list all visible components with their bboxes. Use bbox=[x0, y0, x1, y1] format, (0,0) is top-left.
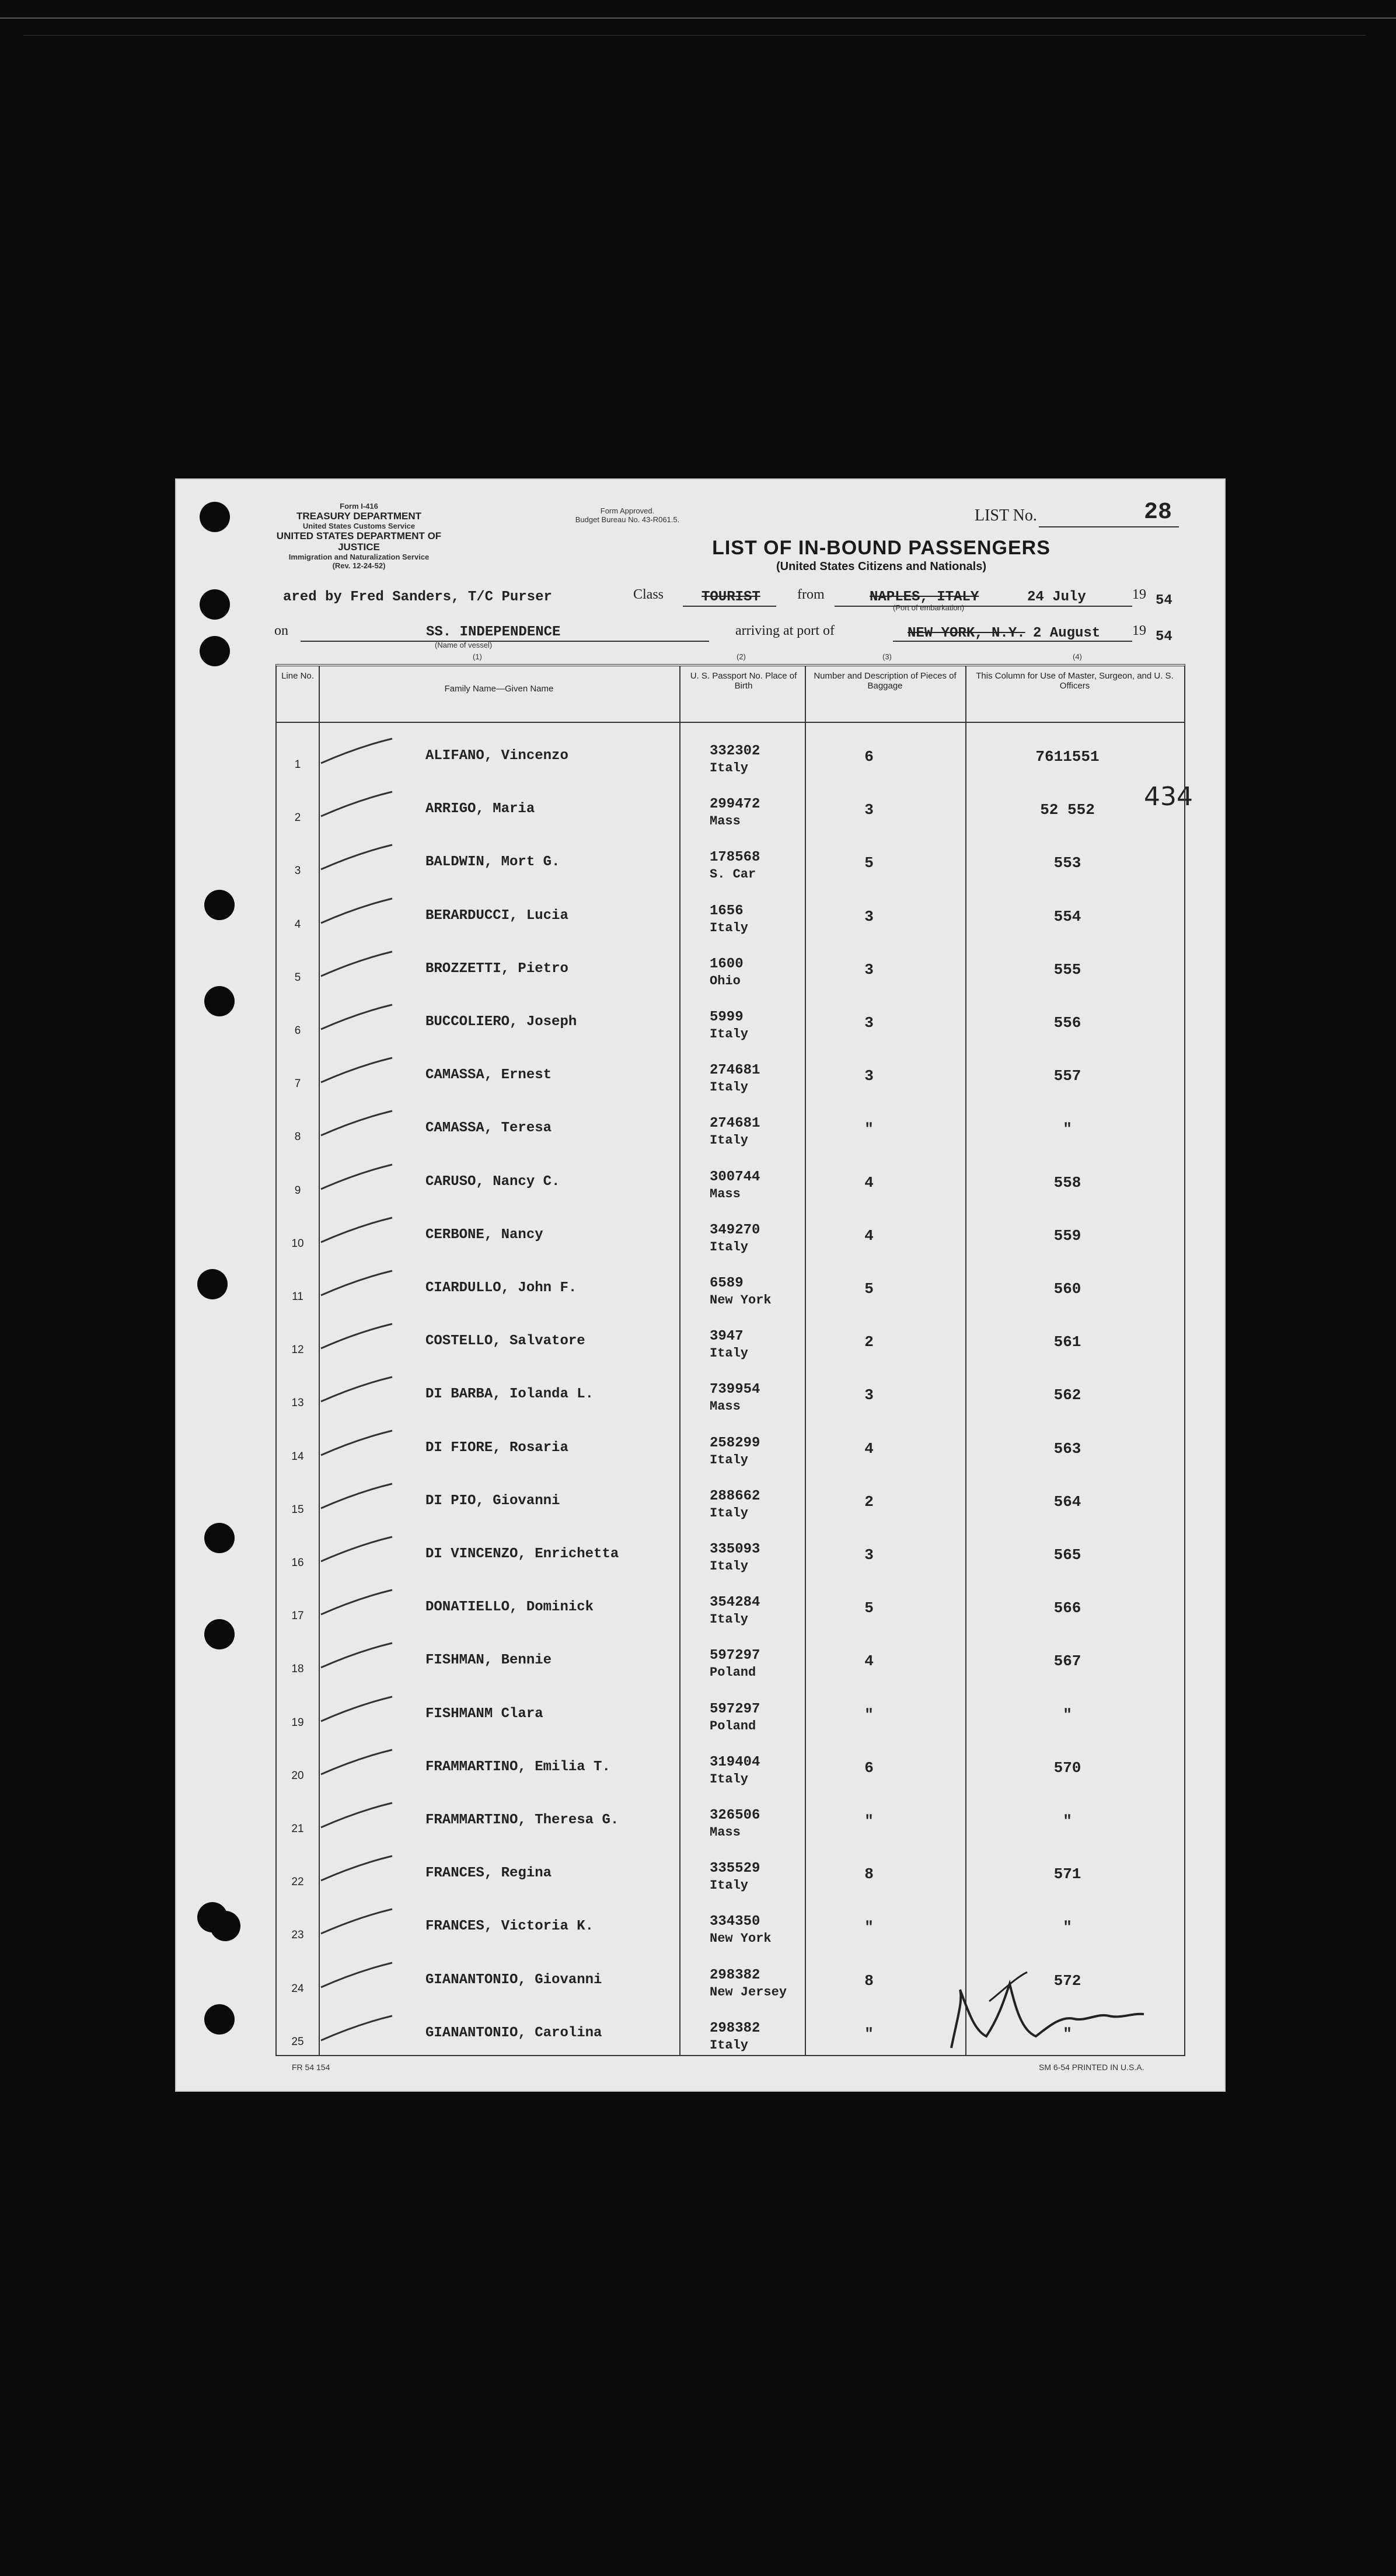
passenger-name: BALDWIN, Mort G. bbox=[425, 854, 560, 871]
justice-dept: UNITED STATES DEPARTMENT OF JUSTICE bbox=[276, 530, 442, 553]
passenger-name: CERBONE, Nancy bbox=[425, 1226, 543, 1243]
place-of-birth: Italy bbox=[710, 2037, 749, 2053]
passenger-name: DI FIORE, Rosaria bbox=[425, 1439, 568, 1456]
officer-entry: 570 bbox=[1053, 1759, 1081, 1777]
table-row bbox=[277, 1097, 1184, 1151]
table-row bbox=[277, 1363, 1184, 1417]
passport-number: 274681 bbox=[710, 1116, 760, 1132]
passenger-name: COSTELLO, Salvatore bbox=[425, 1333, 585, 1350]
form-header-block bbox=[274, 502, 444, 570]
passenger-name: FRAMMARTINO, Theresa G. bbox=[425, 1812, 619, 1828]
baggage-count: 6 bbox=[864, 748, 874, 766]
check-mark bbox=[319, 1322, 395, 1351]
check-mark bbox=[319, 1162, 395, 1191]
arrival-underline bbox=[893, 641, 1132, 642]
footer-left: FR 54 154 bbox=[292, 2063, 330, 2072]
table-row bbox=[277, 1576, 1184, 1630]
officer-entry: 554 bbox=[1053, 907, 1081, 925]
line-number: 14 bbox=[291, 1450, 304, 1463]
check-mark bbox=[319, 1481, 395, 1511]
baggage-count: 3 bbox=[864, 1067, 874, 1085]
baggage-count: 3 bbox=[864, 801, 874, 819]
passport-number: 354284 bbox=[710, 1595, 760, 1611]
officer-entry: 567 bbox=[1053, 1652, 1081, 1670]
place-of-birth: Italy bbox=[710, 1559, 749, 1574]
line-number: 15 bbox=[291, 1503, 304, 1516]
passenger-name: ARRIGO, Maria bbox=[425, 801, 535, 817]
table-row bbox=[277, 1044, 1184, 1097]
passport-number: 3947 bbox=[710, 1329, 744, 1345]
line-number: 18 bbox=[291, 1663, 304, 1676]
place-of-birth: Italy bbox=[710, 1505, 749, 1521]
line-number: 23 bbox=[291, 1929, 304, 1942]
year-value-2: 54 bbox=[1156, 629, 1172, 645]
customs-service: United States Customs Service bbox=[302, 522, 416, 530]
check-mark bbox=[319, 1428, 395, 1457]
baggage-count: 3 bbox=[864, 1546, 874, 1564]
passport-number: 258299 bbox=[710, 1435, 760, 1451]
line-number: 4 bbox=[294, 918, 301, 931]
from-underline bbox=[835, 606, 1132, 607]
place-of-birth: Italy bbox=[710, 1612, 749, 1627]
baggage-count: 3 bbox=[864, 907, 874, 925]
prepared-by: ared by Fred Sanders, T/C Purser bbox=[283, 589, 552, 605]
passenger-name: GIANANTONIO, Giovanni bbox=[425, 1972, 602, 1988]
arrival-date: 2 August bbox=[1033, 625, 1101, 641]
baggage-count: " bbox=[864, 2025, 874, 2043]
passenger-name: FRAMMARTINO, Emilia T. bbox=[425, 1759, 610, 1775]
place-of-birth: Italy bbox=[710, 1133, 749, 1148]
check-mark bbox=[319, 1641, 395, 1670]
officer-entry: " bbox=[1063, 1812, 1072, 1830]
list-no-label: LIST No. bbox=[975, 506, 1037, 525]
signature bbox=[934, 1966, 1156, 2060]
line-number: 13 bbox=[291, 1397, 304, 1410]
baggage-count: " bbox=[864, 1705, 874, 1724]
place-of-birth: Mass bbox=[710, 1186, 741, 1201]
check-mark bbox=[319, 1268, 395, 1298]
passport-number: 319404 bbox=[710, 1754, 760, 1770]
on-label: on bbox=[274, 623, 288, 638]
officer-entry: 558 bbox=[1053, 1173, 1081, 1191]
film-edge-line-2 bbox=[23, 35, 1366, 36]
budget-bureau: Budget Bureau No. 43-R061.5. bbox=[575, 515, 680, 524]
place-of-birth: Ohio bbox=[710, 973, 741, 988]
passenger-name: CIARDULLO, John F. bbox=[425, 1280, 577, 1296]
passport-number: 332302 bbox=[710, 743, 760, 759]
col-header-officers: This Column for Use of Master, Surgeon, and U. S. Officers bbox=[976, 671, 1174, 691]
table-row bbox=[277, 885, 1184, 938]
place-of-birth: Italy bbox=[710, 920, 749, 935]
form-number: Form I-416 bbox=[340, 502, 378, 511]
line-number: 25 bbox=[291, 2035, 304, 2048]
place-of-birth: Italy bbox=[710, 1452, 749, 1467]
passport-number: 1656 bbox=[710, 903, 744, 919]
port-embark-note: (Port of embarkation) bbox=[893, 603, 965, 612]
table-row bbox=[277, 1842, 1184, 1896]
table-row bbox=[277, 725, 1184, 778]
manifest-page bbox=[175, 478, 1226, 2092]
passport-number: 334350 bbox=[710, 1914, 760, 1930]
passport-number: 1600 bbox=[710, 956, 744, 972]
officer-entry: 563 bbox=[1053, 1439, 1081, 1457]
line-number: 22 bbox=[291, 1876, 304, 1889]
punch-hole bbox=[204, 890, 235, 920]
place-of-birth: Italy bbox=[710, 761, 749, 775]
baggage-count: 6 bbox=[864, 1759, 874, 1777]
place-of-birth: New York bbox=[710, 1931, 772, 1946]
passenger-name: BROZZETTI, Pietro bbox=[425, 960, 568, 977]
line-number: 6 bbox=[294, 1025, 301, 1037]
officer-entry: 555 bbox=[1053, 960, 1081, 978]
check-mark bbox=[319, 1588, 395, 1617]
passport-number: 597297 bbox=[710, 1701, 760, 1717]
line-number: 2 bbox=[294, 812, 301, 824]
table-row bbox=[277, 1736, 1184, 1789]
baggage-count: 3 bbox=[864, 960, 874, 978]
check-mark bbox=[319, 1747, 395, 1777]
passenger-name: DI PIO, Giovanni bbox=[425, 1493, 560, 1509]
officer-entry: 556 bbox=[1053, 1014, 1081, 1032]
table-row bbox=[277, 778, 1184, 831]
check-mark bbox=[319, 1854, 395, 1883]
officer-entry: 7611551 bbox=[1035, 748, 1100, 766]
passenger-name: DI VINCENZO, Enrichetta bbox=[425, 1546, 619, 1562]
check-mark bbox=[319, 1907, 395, 1936]
officer-entry: 560 bbox=[1053, 1280, 1081, 1298]
punch-hole bbox=[204, 1619, 235, 1649]
passport-number: 298382 bbox=[710, 2020, 760, 2036]
passenger-name: FRANCES, Regina bbox=[425, 1865, 552, 1882]
passport-number: 6589 bbox=[710, 1275, 744, 1291]
passenger-name: DI BARBA, Iolanda L. bbox=[425, 1386, 594, 1403]
class-label: Class bbox=[633, 587, 664, 602]
line-number: 8 bbox=[294, 1131, 301, 1144]
form-title: LIST OF IN-BOUND PASSENGERS bbox=[712, 537, 1051, 559]
officer-entry: 52 552 bbox=[1040, 801, 1095, 819]
punch-hole bbox=[204, 986, 235, 1016]
check-mark bbox=[319, 1055, 395, 1085]
passport-number: 299472 bbox=[710, 796, 760, 813]
check-mark bbox=[319, 1002, 395, 1032]
baggage-count: 4 bbox=[864, 1652, 874, 1670]
year-label-2: 19 bbox=[1132, 623, 1146, 638]
passport-number: 178568 bbox=[710, 850, 760, 866]
check-mark bbox=[319, 896, 395, 925]
place-of-birth: Poland bbox=[710, 1718, 756, 1733]
baggage-count: 2 bbox=[864, 1493, 874, 1511]
table-row bbox=[277, 938, 1184, 991]
officer-entry: " bbox=[1063, 2025, 1072, 2043]
baggage-count: 2 bbox=[864, 1333, 874, 1351]
line-number: 3 bbox=[294, 865, 301, 878]
officer-entry: 566 bbox=[1053, 1599, 1081, 1617]
table-row bbox=[277, 991, 1184, 1044]
passport-number: 298382 bbox=[710, 1967, 760, 1983]
line-number: 19 bbox=[291, 1716, 304, 1729]
header-rule bbox=[277, 722, 1184, 723]
table-row bbox=[277, 1470, 1184, 1523]
passenger-name: FISHMAN, Bennie bbox=[425, 1652, 552, 1669]
place-of-birth: Italy bbox=[710, 1239, 749, 1254]
passenger-name: BUCCOLIERO, Joseph bbox=[425, 1014, 577, 1030]
check-mark bbox=[319, 1215, 395, 1245]
officer-entry: " bbox=[1063, 1918, 1072, 1937]
passenger-name: CAMASSA, Ernest bbox=[425, 1067, 552, 1083]
line-number: 12 bbox=[291, 1344, 304, 1357]
place-of-birth: Italy bbox=[710, 1878, 749, 1893]
officer-entry: 557 bbox=[1053, 1067, 1081, 1085]
punch-hole bbox=[210, 1911, 240, 1941]
approval-block bbox=[554, 506, 700, 524]
place-of-birth: Poland bbox=[710, 1665, 756, 1680]
officer-entry: " bbox=[1063, 1120, 1072, 1138]
officer-entry: 571 bbox=[1053, 1865, 1081, 1883]
passport-number: 335093 bbox=[710, 1542, 760, 1557]
baggage-count: 4 bbox=[864, 1226, 874, 1245]
place-of-birth: Italy bbox=[710, 1771, 749, 1787]
passenger-table bbox=[275, 664, 1185, 2056]
class-underline bbox=[683, 606, 776, 607]
line-number: 9 bbox=[294, 1184, 301, 1197]
passport-number: 326506 bbox=[710, 1808, 760, 1823]
revision: (Rev. 12-24-52) bbox=[332, 561, 386, 570]
line-number: 21 bbox=[291, 1823, 304, 1835]
line-number: 11 bbox=[292, 1291, 303, 1303]
passport-number: 274681 bbox=[710, 1062, 760, 1079]
passenger-name: CAMASSA, Teresa bbox=[425, 1120, 552, 1137]
check-mark bbox=[319, 736, 395, 766]
check-mark bbox=[319, 949, 395, 978]
passport-number: 5999 bbox=[710, 1009, 744, 1025]
passenger-name: ALIFANO, Vincenzo bbox=[425, 748, 568, 764]
officer-entry: 559 bbox=[1053, 1226, 1081, 1245]
col-header-baggage: Number and Description of Pieces of Baggage bbox=[814, 671, 957, 691]
place-of-birth: Mass bbox=[710, 814, 741, 829]
from-port: NAPLES, ITALY bbox=[870, 589, 979, 605]
line-number: 24 bbox=[291, 1982, 304, 1995]
passenger-name: FRANCES, Victoria K. bbox=[425, 1918, 594, 1935]
baggage-count: 5 bbox=[864, 1280, 874, 1298]
baggage-count: 5 bbox=[864, 1599, 874, 1617]
col-num-3: (3) bbox=[882, 652, 892, 661]
col-header-name: Family Name—Given Name bbox=[444, 684, 554, 694]
punch-hole bbox=[204, 2004, 235, 2035]
baggage-count: " bbox=[864, 1812, 874, 1830]
table-row bbox=[277, 1523, 1184, 1577]
officer-entry: 562 bbox=[1053, 1386, 1081, 1404]
check-mark bbox=[319, 1960, 395, 1990]
officer-entry: 564 bbox=[1053, 1493, 1081, 1511]
table-row bbox=[277, 1151, 1184, 1204]
line-number: 10 bbox=[291, 1237, 304, 1250]
place-of-birth: Italy bbox=[710, 1080, 749, 1095]
col-num-2: (2) bbox=[737, 652, 746, 661]
punch-hole bbox=[197, 1269, 228, 1299]
list-no-value: 28 bbox=[1144, 499, 1172, 526]
list-no-underline bbox=[1039, 526, 1179, 527]
passport-number: 300744 bbox=[710, 1169, 760, 1185]
class-value: TOURIST bbox=[702, 589, 760, 605]
passenger-name: CARUSO, Nancy C. bbox=[425, 1173, 560, 1190]
year-label: 19 bbox=[1132, 587, 1146, 602]
vessel-name: SS. INDEPENDENCE bbox=[426, 624, 561, 640]
year-value: 54 bbox=[1156, 593, 1172, 609]
baggage-count: 3 bbox=[864, 1386, 874, 1404]
handwritten-number: 434 bbox=[1144, 782, 1193, 812]
passenger-name: BERARDUCCI, Lucia bbox=[425, 907, 568, 924]
passenger-name: GIANANTONIO, Carolina bbox=[425, 2025, 602, 2041]
baggage-count: " bbox=[864, 1918, 874, 1937]
passport-number: 349270 bbox=[710, 1222, 760, 1238]
baggage-count: " bbox=[864, 1120, 874, 1138]
line-number: 1 bbox=[294, 759, 301, 771]
place-of-birth: New Jersey bbox=[710, 1984, 787, 2000]
table-row bbox=[277, 831, 1184, 885]
place-of-birth: New York bbox=[710, 1293, 772, 1308]
punch-hole bbox=[200, 636, 230, 666]
punch-hole bbox=[200, 502, 230, 532]
officer-entry: 561 bbox=[1053, 1333, 1081, 1351]
col-header-line: Line No. bbox=[281, 671, 314, 681]
arriving-label: arriving at port of bbox=[735, 623, 835, 638]
baggage-count: 5 bbox=[864, 854, 874, 872]
place-of-birth: Italy bbox=[710, 1027, 749, 1041]
officer-entry: 572 bbox=[1053, 1972, 1081, 1990]
passenger-name: FISHMANM Clara bbox=[425, 1705, 543, 1722]
table-row bbox=[277, 1257, 1184, 1310]
check-mark bbox=[319, 1694, 395, 1724]
table-row bbox=[277, 1895, 1184, 1949]
place-of-birth: Mass bbox=[710, 1399, 741, 1414]
baggage-count: 4 bbox=[864, 1439, 874, 1457]
line-number: 5 bbox=[294, 971, 301, 984]
table-row bbox=[277, 1417, 1184, 1470]
baggage-count: 8 bbox=[864, 1865, 874, 1883]
form-subtitle: (United States Citizens and Nationals) bbox=[776, 560, 987, 573]
table-row bbox=[277, 1683, 1184, 1736]
vessel-underline bbox=[301, 641, 709, 642]
check-mark bbox=[319, 1801, 395, 1830]
footer-right: SM 6-54 PRINTED IN U.S.A. bbox=[1039, 2063, 1144, 2072]
table-row bbox=[277, 1204, 1184, 1257]
place-of-birth: Italy bbox=[710, 1346, 749, 1361]
punch-hole bbox=[204, 1523, 235, 1553]
from-date: 24 July bbox=[1027, 589, 1086, 605]
line-number: 17 bbox=[291, 1610, 304, 1623]
check-mark bbox=[319, 843, 395, 872]
baggage-count: 4 bbox=[864, 1173, 874, 1191]
check-mark bbox=[319, 1109, 395, 1138]
line-number: 7 bbox=[294, 1078, 301, 1090]
arrival-port: NEW YORK, N.Y. bbox=[908, 625, 1025, 641]
check-mark bbox=[319, 2014, 395, 2043]
punch-hole bbox=[200, 589, 230, 620]
place-of-birth: Mass bbox=[710, 1825, 741, 1840]
line-number: 20 bbox=[291, 1769, 304, 1782]
table-row bbox=[277, 1789, 1184, 1843]
baggage-count: 8 bbox=[864, 1972, 874, 1990]
form-approved: Form Approved. bbox=[600, 506, 655, 515]
passenger-name: DONATIELLO, Dominick bbox=[425, 1599, 594, 1616]
place-of-birth: S. Car bbox=[710, 867, 756, 882]
col-header-passport: U. S. Passport No. Place of Birth bbox=[690, 671, 797, 691]
col-num-4: (4) bbox=[1073, 652, 1082, 661]
table-row bbox=[277, 1310, 1184, 1364]
col-num-1: (1) bbox=[473, 652, 482, 661]
treasury-dept: TREASURY DEPARTMENT bbox=[296, 511, 422, 522]
check-mark bbox=[319, 789, 395, 819]
vessel-note: (Name of vessel) bbox=[435, 641, 493, 649]
passport-number: 597297 bbox=[710, 1648, 760, 1664]
line-number: 16 bbox=[291, 1557, 304, 1569]
officer-entry: 553 bbox=[1053, 854, 1081, 872]
check-mark bbox=[319, 1535, 395, 1564]
film-edge-line bbox=[0, 18, 1396, 19]
check-mark bbox=[319, 1375, 395, 1404]
passport-number: 739954 bbox=[710, 1382, 760, 1398]
officer-entry: " bbox=[1063, 1705, 1072, 1724]
from-label: from bbox=[797, 587, 825, 602]
ins-service: Immigration and Naturalization Service bbox=[288, 553, 430, 561]
passport-number: 288662 bbox=[710, 1488, 760, 1504]
table-row bbox=[277, 1629, 1184, 1683]
passport-number: 335529 bbox=[710, 1861, 760, 1877]
officer-entry: 565 bbox=[1053, 1546, 1081, 1564]
baggage-count: 3 bbox=[864, 1014, 874, 1032]
